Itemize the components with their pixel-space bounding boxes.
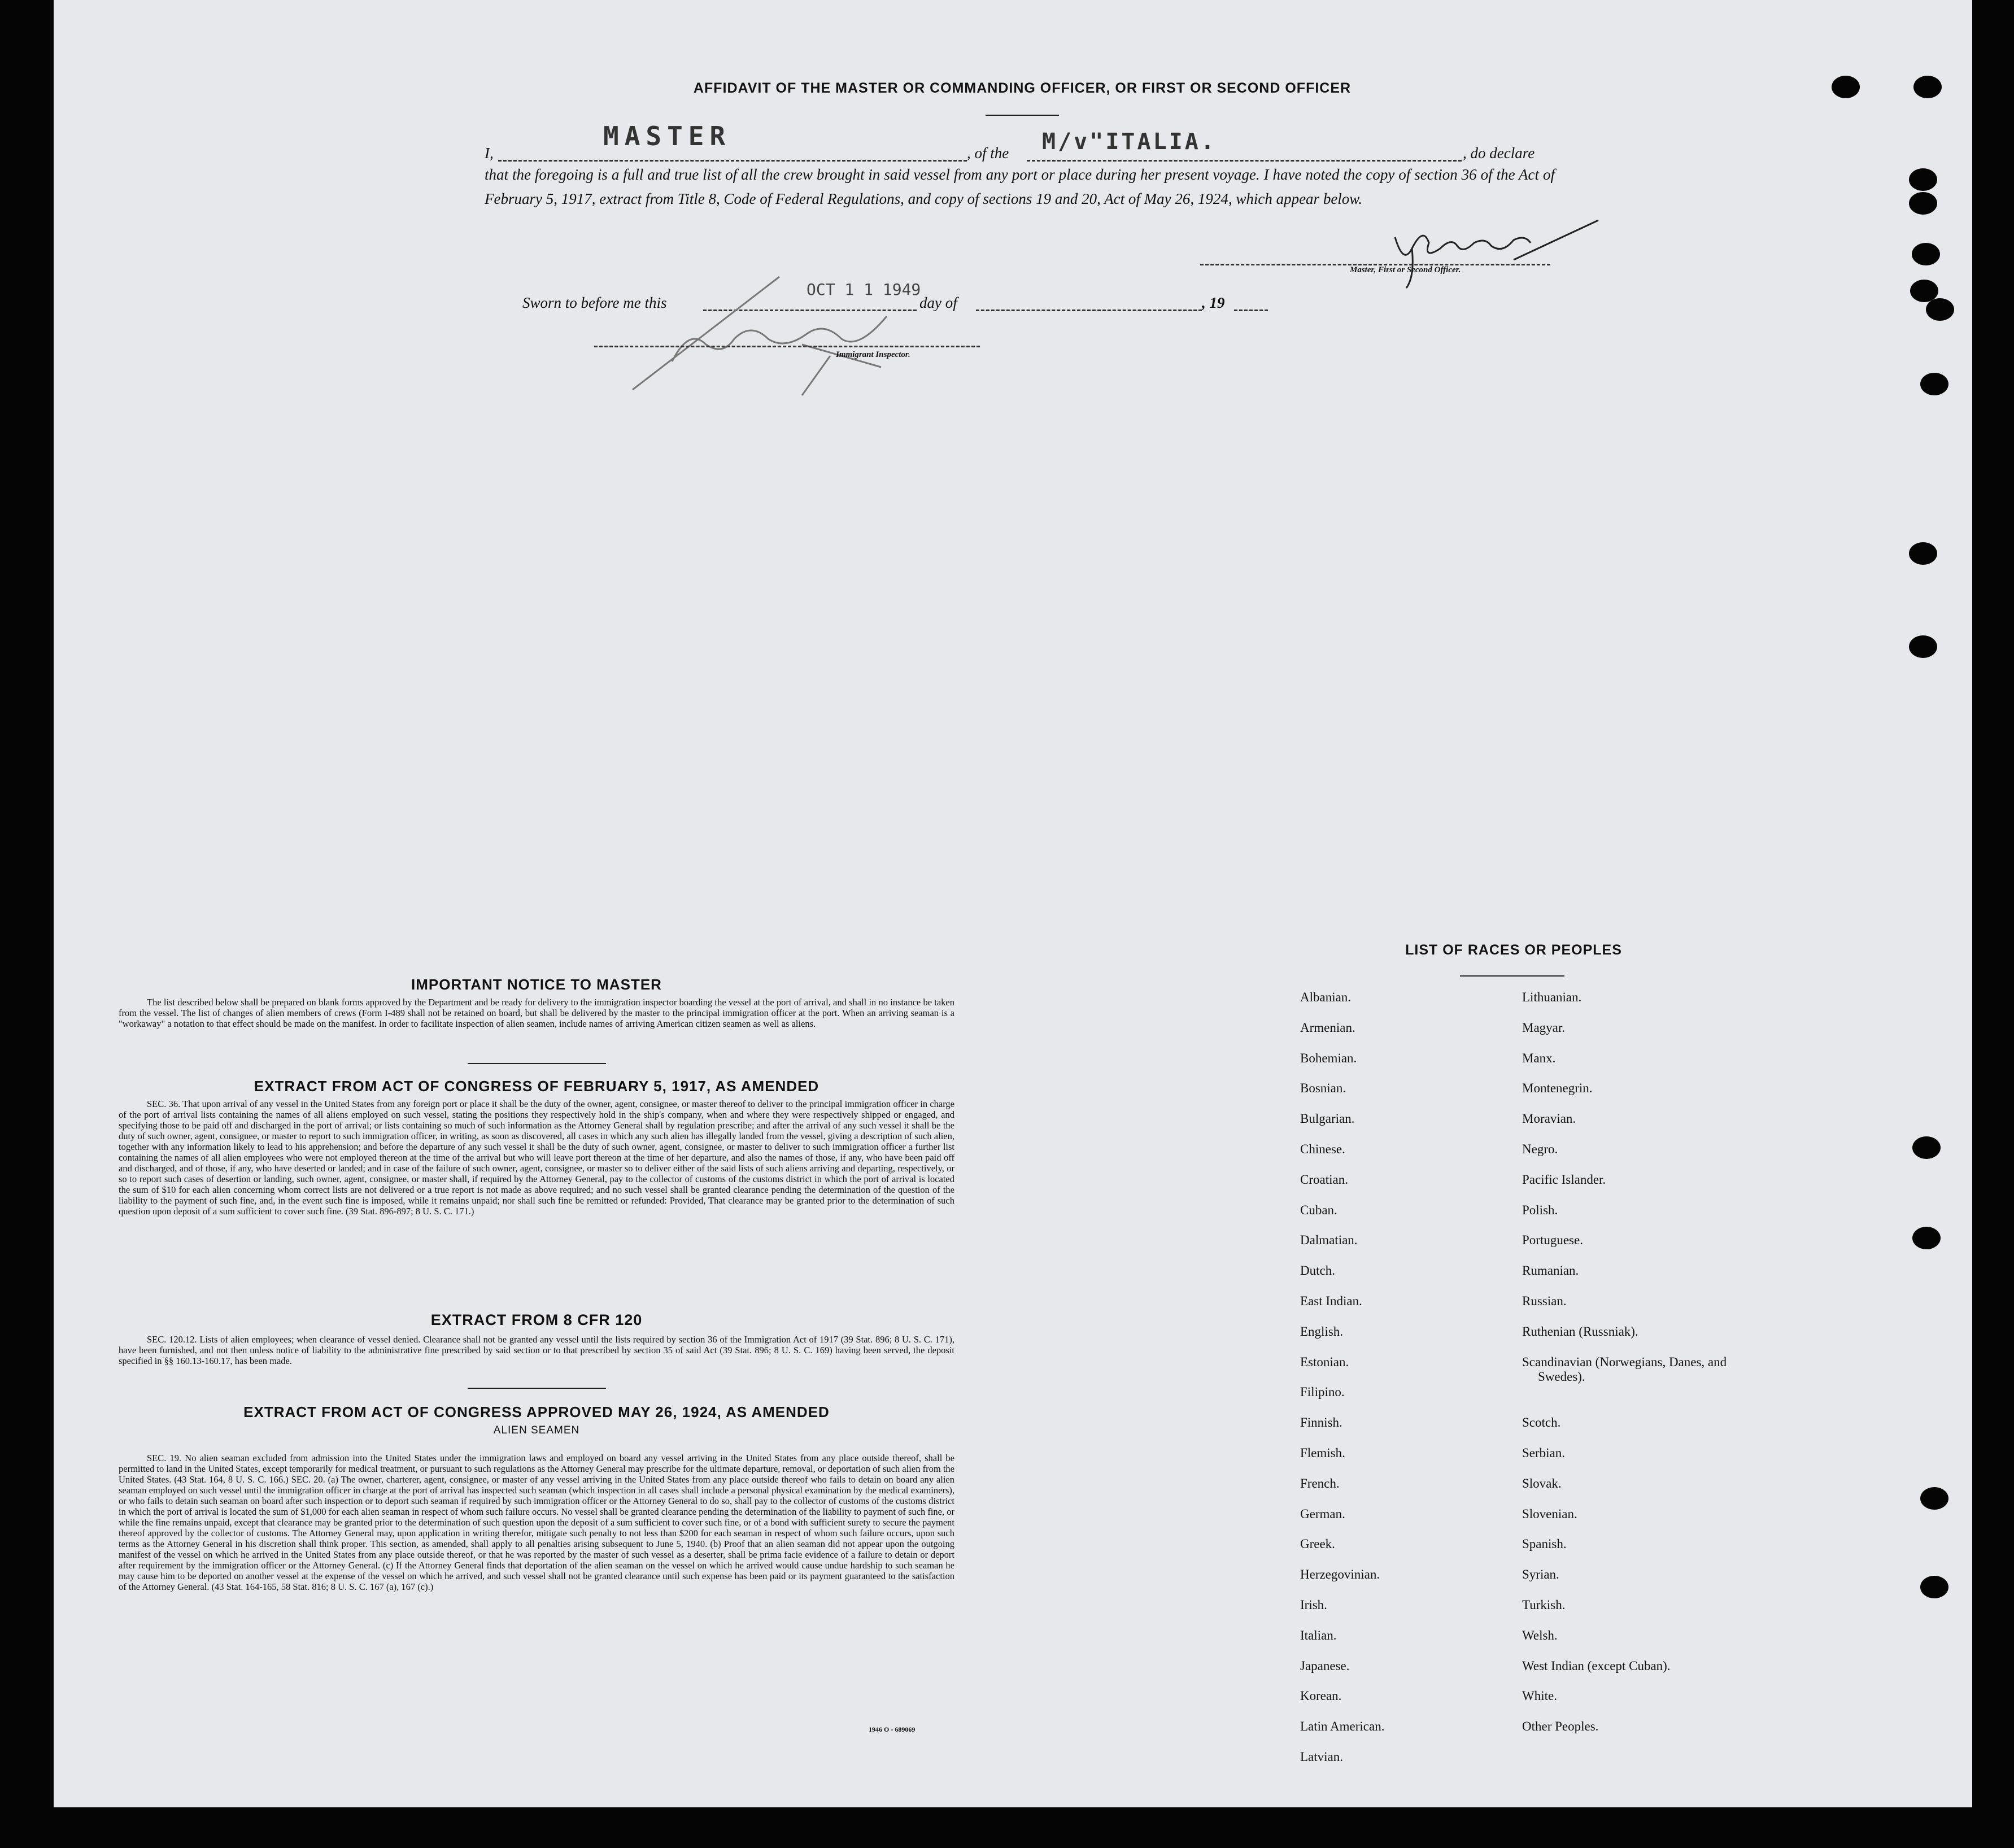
race-right-item: Negro. [1522, 1141, 1558, 1156]
race-right-item: Manx. [1522, 1051, 1556, 1065]
race-right-item: Polish. [1522, 1202, 1558, 1217]
race-right-item: Pacific Islander. [1522, 1172, 1606, 1187]
race-left-item: Irish. [1300, 1597, 1327, 1612]
punch-hole [1920, 373, 1948, 395]
race-right-item: Russian. [1522, 1293, 1567, 1308]
punch-hole [1920, 1576, 1948, 1598]
race-right-item: Slovak. [1522, 1476, 1562, 1490]
race-right-item: Spanish. [1522, 1537, 1567, 1551]
race-left-item: Cuban. [1300, 1202, 1337, 1217]
day-of: day of [919, 294, 957, 311]
title-underline [986, 115, 1059, 116]
extract-1924-text: SEC. 19. No alien seaman excluded from admission into the United States under the immigration laws and employed on board any vessel arriving in the United States from any place outside thereof, shall be permitted to land in the United States, except temporarily for medical treatment, or pursuant to such regulations as the Attorney General may prescribe for the ultimate departure, removal, or deportation of such alien from the United States. (43 Stat. 164, 8 U. S. C. 166.) SEC. 20. (a) The owner, charterer, agent, consignee, or master of any vessel arriving in the United States from any place outside thereof who fails to detain on board any alien seaman employed on such vessel until the immigration officer in charge at the port of arrival has inspected such seaman (which inspection in all cases shall include a personal physical examination by the medical examiners), or who fails to detain such seaman on board after such inspection or to deport such seaman if required by such immigration officer or the Attorney General to do so, shall pay to the collector of customs of the customs district in which the port of arrival is located the sum of $1,000 for each alien seaman in respect of whom such failure occurs. No vessel shall be granted clearance pending the determination of the liability to payment of such fine, or while the fine remains unpaid, except that clearance may be granted prior to the determination of such question upon the deposit of a sum sufficient to cover such fine, or of a bond with sufficient surety to secure the payment thereof approved by the collector of customs. The Attorney General may, upon application in writing therefor, mitigate such penalty to not less than $200 for each seaman in respect of whom such failure occurs, upon such terms as the Attorney General in his discretion shall think proper. This section, as amended, shall apply to all penalties arising subsequent to June 5, 1940. (b) Proof that an alien seaman did not appear upon the outgoing manifest of the vessel on which he arrived in the United States from any place outside thereof, or that he was reported by the master of such vessel as a deserter, shall be prima facie evidence of a failure to detain or deport after requirement by the immigration officer or the Attorney General. (c) If the Attorney General finds that deportation of the alien seaman on the vessel on which he arrived would cause undue hardship to such seaman he may cause him to be deported on another vessel at the expense of the vessel on which he arrived, and such vessel shall not be granted clearance until such expense has been paid or its payment guaranteed to the satisfaction of the Attorney General. (43 Stat. 164-165, 58 Stat. 816; 8 U. S. C. 167 (a), 167 (c).) [119, 1453, 954, 1592]
race-right-item: Rumanian. [1522, 1263, 1579, 1278]
section-divider [468, 1388, 606, 1389]
race-right-item: Lithuanian. [1522, 990, 1582, 1004]
race-right-item: Scandinavian (Norwegians, Danes, and Swedes). [1522, 1354, 1727, 1384]
punch-hole [1912, 243, 1940, 265]
day-line [976, 310, 1202, 311]
inspector-signature [621, 271, 938, 401]
race-left-item: Bosnian. [1300, 1081, 1346, 1096]
year-line [1234, 310, 1268, 311]
line1-of-the: , of the [967, 145, 1009, 162]
year-prefix: , 19 [1202, 294, 1225, 311]
punch-hole [1926, 298, 1954, 321]
inspector-line [594, 346, 980, 347]
race-left-item: Dalmatian. [1300, 1233, 1358, 1248]
punch-hole [1909, 192, 1937, 215]
race-left-item: Finnish. [1300, 1415, 1342, 1430]
punch-hole [1832, 76, 1860, 98]
race-left-item: German. [1300, 1506, 1345, 1521]
race-left-item: French. [1300, 1476, 1340, 1490]
race-left-item: Croatian. [1300, 1172, 1348, 1187]
race-right-item: West Indian (except Cuban). [1522, 1658, 1671, 1673]
extract-cfr-title: EXTRACT FROM 8 CFR 120 [430, 1311, 643, 1328]
race-left-item: Latin American. [1300, 1719, 1385, 1734]
handwritten-name: MASTER [603, 121, 731, 151]
race-left-item: Estonian. [1300, 1354, 1349, 1369]
print-code: 1946 O - 689069 [869, 1725, 916, 1733]
race-left-item: Bohemian. [1300, 1051, 1357, 1065]
race-left-item: Korean. [1300, 1689, 1342, 1703]
punch-hole [1909, 635, 1937, 658]
extract-cfr-text: SEC. 120.12. Lists of alien employees; when clearance of vessel denied. Clearance shall not be granted any vessel until the lists required by section 36 of the Immigration Act of 1917 (39 Stat. 896; 8 U. S. C. 171), have been furnished, and not then unless notice of liability to the administrative fine prescribed by said section or to that prescribed by section 35 of said Act (39 Stat. 896; 8 U. S. C. 169) having been served, the deposit specified in §§ 160.13-160.17, has been made. [119, 1334, 954, 1366]
extract-1917-title: EXTRACT FROM ACT OF CONGRESS OF FEBRUARY 5, 1917, AS AMENDED [254, 1078, 819, 1095]
race-left-item: Bulgarian. [1300, 1112, 1355, 1126]
vessel-line [1027, 160, 1462, 162]
sworn-text: Sworn to before me this [522, 294, 667, 311]
race-right-item: Slovenian. [1522, 1506, 1577, 1521]
handwritten-vessel: M/v"ITALIA. [1042, 129, 1217, 155]
master-signature [1389, 215, 1604, 294]
extract-1924-title: EXTRACT FROM ACT OF CONGRESS APPROVED MAY 26, 1924, AS AMENDED [243, 1404, 830, 1420]
race-left-item: Latvian. [1300, 1749, 1343, 1764]
race-right-item: Portuguese. [1522, 1233, 1583, 1248]
punch-hole [1912, 1136, 1941, 1159]
date-stamp: OCT 1 1 1949 [807, 280, 921, 299]
race-right-item: Scotch. [1522, 1415, 1561, 1430]
race-left-item: East Indian. [1300, 1293, 1362, 1308]
race-left-item: Japanese. [1300, 1658, 1350, 1673]
race-left-item: English. [1300, 1324, 1344, 1339]
race-right-item: Welsh. [1522, 1628, 1558, 1642]
race-left-item: Armenian. [1300, 1020, 1355, 1035]
race-left-item: Dutch. [1300, 1263, 1335, 1278]
race-right-item: Montenegrin. [1522, 1081, 1593, 1096]
punch-hole [1920, 1487, 1948, 1510]
race-right-item: Syrian. [1522, 1567, 1559, 1582]
race-left-item: Chinese. [1300, 1141, 1345, 1156]
race-right-item: Serbian. [1522, 1445, 1566, 1460]
punch-hole [1912, 1227, 1941, 1249]
notice-text: The list described below shall be prepared on blank forms approved by the Department and be ready for delivery to the immigration inspector boarding the vessel at the port of arrival, and shall in no instance be taken from the vessel. The list of changes of alien members of crews (Form I-489 shall not be retained on board, but shall be delivered by the master to the principal immigration officer at the port. When an arriving seaman is a "workaway" a notation to that effect should be made on the manifest. In order to facilitate inspection of alien seamen, include names of arriving American citizen seamen as well as aliens. [119, 997, 954, 1029]
race-right-item: Moravian. [1522, 1112, 1576, 1126]
race-left-item: Filipino. [1300, 1385, 1345, 1400]
race-right-item: Other Peoples. [1522, 1719, 1599, 1734]
races-right-column [1522, 990, 1730, 1750]
affidavit-title: AFFIDAVIT OF THE MASTER OR COMMANDING OFFICER, OR FIRST OR SECOND OFFICER [693, 80, 1352, 96]
race-left-item: Flemish. [1300, 1445, 1345, 1460]
line1-i: I, [485, 145, 494, 162]
races-left-column [1300, 990, 1384, 1780]
line1-declare: , do declare [1463, 145, 1535, 162]
declaration-text: that the foregoing is a full and true list of all the crew brought in said vessel from any port or place during her present voyage. I have noted the copy of section 36 of the Act of February 5, 1917, extract from Title 8, Code of Federal Regulations, and copy of sections 19 and 20, Act of May 26, 1924, which appear below. [485, 166, 1555, 207]
extract-1917-text: SEC. 36. That upon arrival of any vessel in the United States from any foreign port or place it shall be the duty of the owner, agent, consignee, or master thereof to deliver to the principal immigration officer in charge of the port of arrival lists containing the names of all aliens employed on such vessel, stating the positions they respectively hold in the ship's company, when and where they were respectively shipped or engaged, and specifying those to be paid off and discharged in the port of arrival; or lists containing so much of such information as the Attorney General shall by regulation prescribe; and after the arrival of any such vessel it shall be the duty of such owner, agent, consignee, or master to report to such immigration officer, in writing, as soon as discovered, all cases in which any such alien has illegally landed from the vessel, giving a description of such alien, together with any information likely to lead to his apprehension; and before the departure of any such vessel it shall be the duty of such owner, agent, consignee, or master to deliver to such immigration officer a further list containing the names of all alien employees who were not employed thereon at the time of the arrival but who will leave port thereon at the time of her departure, and also the names of those, if any, who have been paid off and discharged, and of those, if any, who have deserted or landed; and in case of the failure of such owner, agent, consignee, or master so to deliver either of the said lists of such aliens arriving and departing, respectively, or so to report such cases of desertion or landing, such owner, agent, consignee, or master shall, if required by the Attorney General, pay to the collector of customs of the customs district in which the port of arrival is located the sum of $10 for each alien concerning whom correct lists are not delivered or a true report is not made as above required; and no such vessel shall be granted clearance pending the determination of the question of the liability to the payment of such fine, and, in the event such fine is imposed, while it remains unpaid; nor shall such fine be remitted or refunded: Provided, That clearance may be granted prior to the determination of such question upon deposit of a sum sufficient to cover such fine. (39 Stat. 896-897; 8 U. S. C. 171.) [119, 1099, 954, 1217]
race-left-item: Herzegovinian. [1300, 1567, 1380, 1582]
notice-title: IMPORTANT NOTICE TO MASTER [411, 976, 662, 993]
race-right-item: Ruthenian (Russniak). [1522, 1324, 1638, 1339]
race-right-item: Turkish. [1522, 1597, 1566, 1612]
name-line [498, 160, 967, 162]
race-left-item: Greek. [1300, 1537, 1335, 1551]
race-right-item: White. [1522, 1689, 1557, 1703]
race-left-item: Italian. [1300, 1628, 1337, 1642]
races-title: LIST OF RACES OR PEOPLES [1405, 942, 1622, 958]
punch-hole [1909, 168, 1937, 191]
section-divider [468, 1063, 606, 1064]
alien-seamen-subtitle: ALIEN SEAMEN [493, 1424, 580, 1436]
races-underline [1460, 975, 1564, 977]
signer-label: Master, First or Second Officer. [1350, 265, 1461, 274]
punch-hole [1909, 542, 1937, 565]
race-right-item [1522, 1385, 1730, 1415]
inspector-label: Immigrant Inspector. [836, 350, 910, 359]
race-right-item: Magyar. [1522, 1020, 1566, 1035]
race-left-item: Albanian. [1300, 990, 1352, 1004]
punch-hole [1913, 76, 1942, 98]
